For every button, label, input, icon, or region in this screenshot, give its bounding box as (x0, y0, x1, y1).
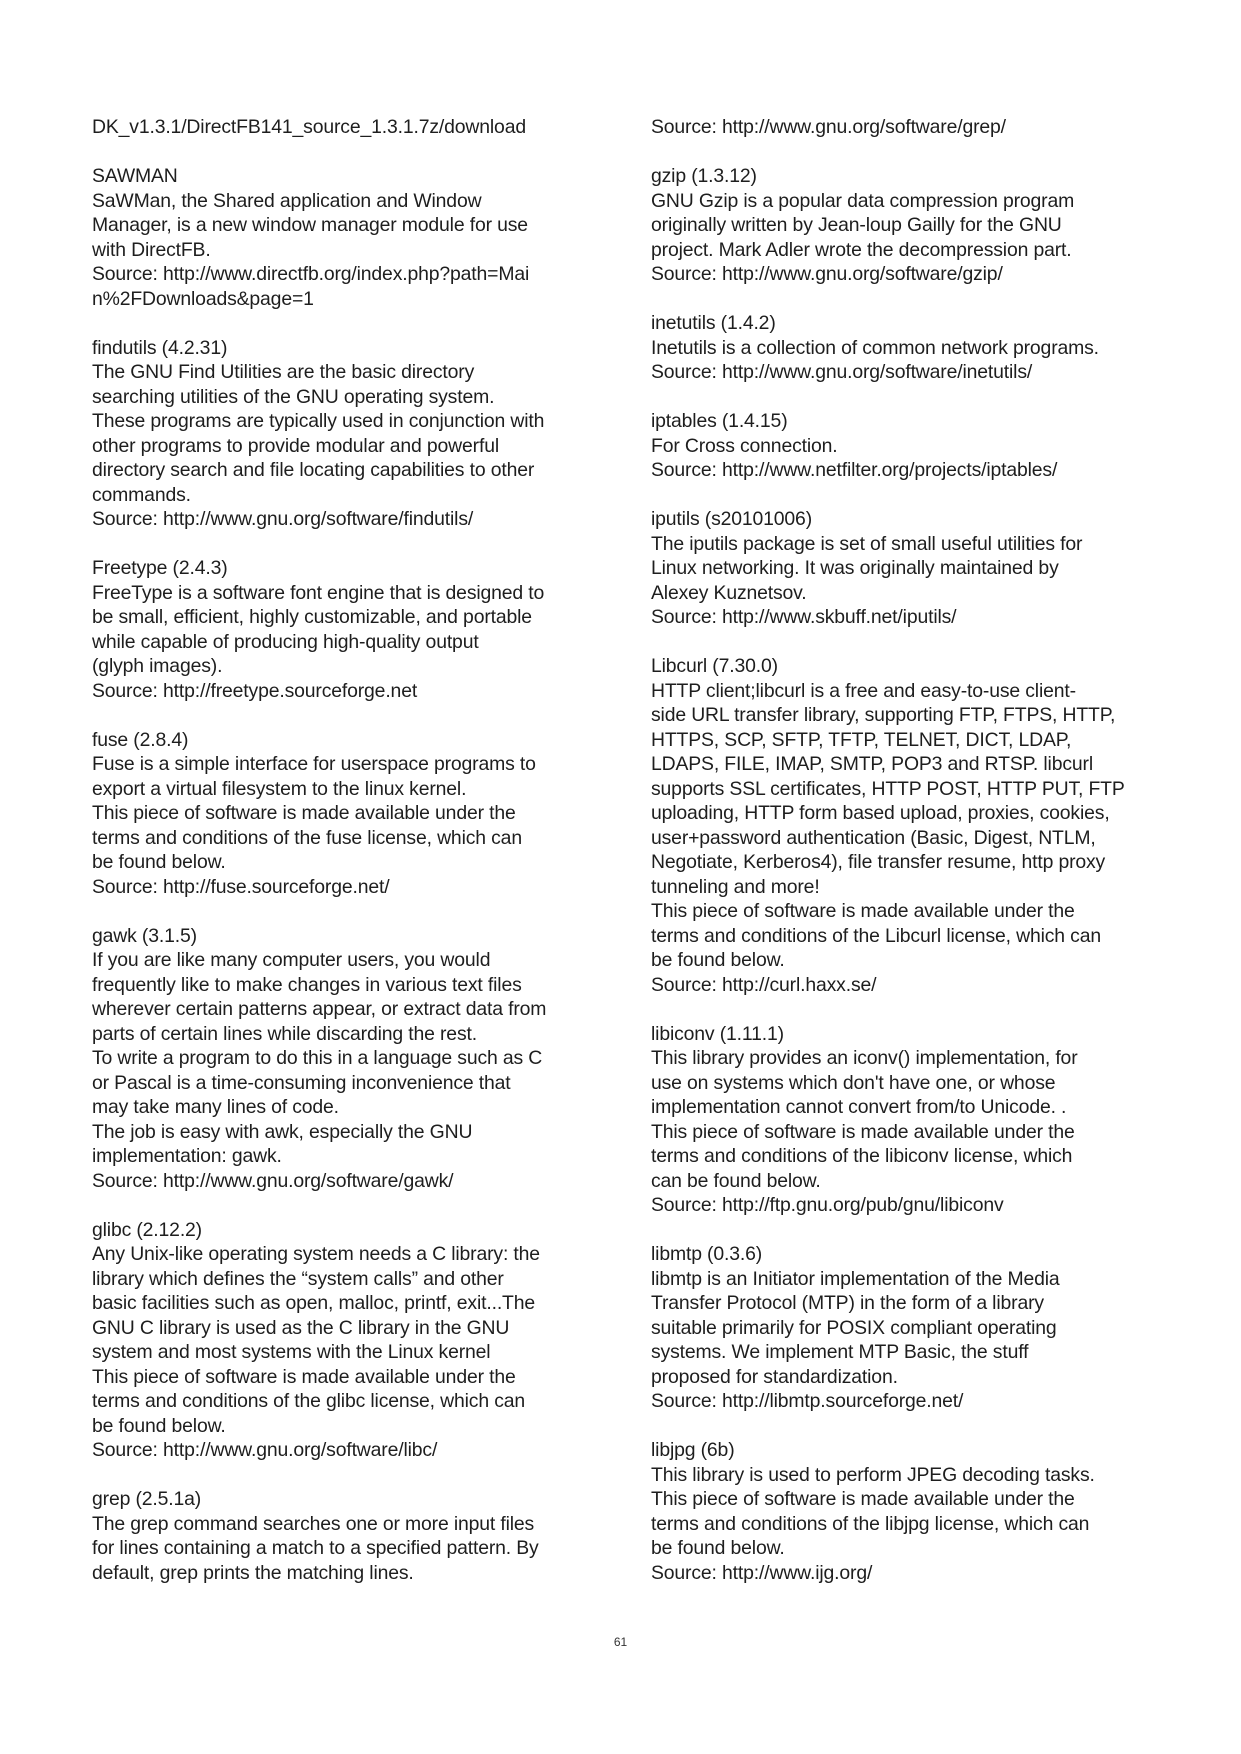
entry-text-line: project. Mark Adler wrote the decompression part. (651, 238, 1072, 261)
license-entry (92, 336, 592, 532)
entry-text-line: n%2FDownloads&page=1 (92, 287, 314, 310)
entry-text-line: suitable primarily for POSIX compliant operating (651, 1316, 1057, 1339)
entry-text-line: can be found below. (651, 1169, 821, 1192)
entry-text-line: Source: http://www.gnu.org/software/inetutils/ (651, 361, 1033, 383)
entry-text-line: may take many lines of code. (92, 1096, 339, 1118)
license-entry (651, 654, 1161, 997)
entry-text-line: Source: http://ftp.gnu.org/pub/gnu/libiconv (651, 1194, 1004, 1216)
entry-text-line: The grep command searches one or more input files (92, 1512, 535, 1535)
entry-heading: grep (2.5.1a) (92, 1488, 202, 1510)
page-number: 61 (613, 1635, 628, 1649)
entry-heading: glibc (2.12.2) (92, 1218, 202, 1241)
entry-text-line: This piece of software is made available under the (92, 1365, 516, 1388)
entry-text-line: Transfer Protocol (MTP) in the form of a library (651, 1292, 1044, 1314)
license-entry (92, 164, 592, 311)
entry-text-line: commands. (92, 483, 191, 506)
entry-text-line: These programs are typically used in conjunction with (92, 410, 545, 432)
entry-text-line: This piece of software is made available under the (651, 1488, 1075, 1510)
entry-text-line: searching utilities of the GNU operating system. (92, 385, 495, 408)
entry-text-line: HTTP client;libcurl is a free and easy-to-use client- (651, 679, 1076, 702)
entry-text-line: This library is used to perform JPEG decoding tasks. (651, 1463, 1095, 1486)
entry-heading: Freetype (2.4.3) (92, 557, 228, 579)
license-entry (92, 924, 592, 1194)
entry-heading: DK_v1.3.1/DirectFB141_source_1.3.1.7z/download (92, 116, 526, 138)
entry-heading: gawk (3.1.5) (92, 924, 197, 947)
entry-text-line: tunneling and more! (651, 875, 820, 898)
entry-heading: libmtp (0.3.6) (651, 1243, 763, 1265)
entry-text-line: Source: http://curl.haxx.se/ (651, 973, 877, 996)
entry-text-line: basic facilities such as open, malloc, printf, exit...The (92, 1292, 536, 1314)
license-entry (651, 1242, 1161, 1414)
entry-text-line: Source: http://www.netfilter.org/projects/iptables/ (651, 459, 1058, 481)
entry-text-line: To write a program to do this in a language such as C (92, 1047, 543, 1069)
entry-text-line: for lines containing a match to a specified pattern. By (92, 1537, 539, 1559)
entry-text-line: library which defines the “system calls” and other (92, 1267, 504, 1290)
entry-heading: libiconv (1.11.1) (651, 1022, 784, 1045)
license-entry (92, 1487, 592, 1585)
entry-text-line: system and most systems with the Linux kernel (92, 1341, 491, 1363)
entry-text-line: other programs to provide modular and powerful (92, 434, 499, 457)
entry-text-line: systems. We implement MTP Basic, the stuff (651, 1341, 1029, 1363)
entry-text-line: FreeType is a software font engine that is designed to (92, 581, 545, 604)
entry-heading: iptables (1.4.15) (651, 410, 788, 432)
entry-heading: libjpg (6b) (651, 1439, 735, 1461)
entry-text-line: The GNU Find Utilities are the basic directory (92, 361, 475, 383)
entry-text-line: Source: http://freetype.sourceforge.net (92, 679, 418, 702)
entry-text-line: frequently like to make changes in various text files (92, 973, 522, 996)
entry-text-line: GNU Gzip is a popular data compression program (651, 189, 1075, 212)
entry-text-line: terms and conditions of the fuse license, which can (92, 826, 522, 849)
license-entry (651, 311, 1161, 385)
entry-text-line: be found below. (92, 1414, 226, 1437)
entry-text-line: proposed for standardization. (651, 1365, 898, 1388)
entry-text-line: originally written by Jean-loup Gailly for the GNU (651, 214, 1062, 236)
entry-heading: fuse (2.8.4) (92, 728, 189, 751)
entry-text-line: be found below. (92, 851, 226, 873)
entry-text-line: use on systems which don't have one, or whose (651, 1071, 1056, 1094)
entry-text-line: implementation: gawk. (92, 1145, 282, 1167)
entry-text-line: The job is easy with awk, especially the GNU (92, 1120, 473, 1143)
entry-text-line: Fuse is a simple interface for userspace programs to (92, 753, 536, 775)
license-entry (651, 115, 1161, 140)
entry-text-line: GNU C library is used as the C library in the GNU (92, 1316, 510, 1339)
entry-text-line: Source: http://www.gnu.org/software/libc/ (92, 1439, 438, 1461)
entry-text-line: side URL transfer library, supporting FTP, FTPS, HTTP, (651, 704, 1116, 726)
entry-text-line: Source: http://www.ijg.org/ (651, 1561, 873, 1584)
entry-text-line: (glyph images). (92, 655, 223, 677)
entry-text-line: directory search and file locating capabilities to other (92, 459, 535, 481)
entry-text-line: be found below. (651, 949, 785, 971)
entry-text-line: or Pascal is a time-consuming inconvenience that (92, 1071, 511, 1094)
license-entry (651, 164, 1161, 287)
entry-text-line: HTTPS, SCP, SFTP, TFTP, TELNET, DICT, LDAP, (651, 728, 1072, 751)
entry-text-line: This piece of software is made available under the (651, 900, 1075, 922)
entry-text-line: user+password authentication (Basic, Digest, NTLM, (651, 826, 1096, 849)
entry-heading: Libcurl (7.30.0) (651, 655, 778, 677)
entry-text-line: Source: http://www.gnu.org/software/gawk/ (92, 1169, 454, 1192)
license-entry (92, 1218, 592, 1463)
entry-heading: Source: http://www.gnu.org/software/grep/ (651, 116, 1006, 138)
license-entry (92, 115, 592, 140)
entry-text-line: be found below. (651, 1537, 785, 1559)
entry-text-line: libmtp is an Initiator implementation of the Media (651, 1267, 1060, 1290)
entry-text-line: LDAPS, FILE, IMAP, SMTP, POP3 and RTSP. libcurl (651, 753, 1093, 775)
entry-text-line: Inetutils is a collection of common network programs. (651, 336, 1099, 359)
entry-text-line: Manager, is a new window manager module for use (92, 214, 528, 236)
entry-text-line: wherever certain patterns appear, or extract data from (92, 998, 547, 1020)
entry-text-line: while capable of producing high-quality output (92, 630, 479, 653)
license-entry (651, 1022, 1161, 1218)
entry-text-line: Source: http://www.directfb.org/index.php?path=Mai (92, 263, 530, 285)
entry-text-line: Any Unix-like operating system needs a C library: the (92, 1243, 540, 1265)
license-entry (92, 728, 592, 900)
entry-text-line: Linux networking. It was originally maintained by (651, 557, 1059, 579)
license-entry (651, 507, 1161, 630)
entry-text-line: implementation cannot convert from/to Unicode. . (651, 1096, 1067, 1118)
entry-text-line: default, grep prints the matching lines. (92, 1561, 414, 1584)
entry-text-line: This piece of software is made available under the (651, 1120, 1075, 1143)
entry-text-line: parts of certain lines while discarding the rest. (92, 1022, 477, 1045)
entry-text-line: Negotiate, Kerberos4), file transfer resume, http proxy (651, 851, 1106, 873)
entry-text-line: For Cross connection. (651, 434, 838, 457)
entry-text-line: terms and conditions of the Libcurl license, which can (651, 924, 1101, 947)
entry-text-line: Source: http://www.gnu.org/software/gzip/ (651, 263, 1003, 285)
entry-heading: inetutils (1.4.2) (651, 312, 776, 334)
entry-text-line: If you are like many computer users, you would (92, 949, 491, 971)
entry-text-line: terms and conditions of the glibc license, which can (92, 1390, 526, 1412)
entry-heading: iputils (s20101006) (651, 508, 812, 530)
entry-text-line: supports SSL certificates, HTTP POST, HTTP PUT, FTP (651, 777, 1125, 800)
right-column (651, 115, 1161, 1610)
entry-text-line: This piece of software is made available under the (92, 802, 516, 824)
entry-text-line: Alexey Kuznetsov. (651, 581, 807, 604)
entry-text-line: uploading, HTTP form based upload, proxies, cookies, (651, 802, 1110, 824)
entry-text-line: export a virtual filesystem to the linux kernel. (92, 777, 467, 800)
entry-heading: findutils (4.2.31) (92, 336, 228, 359)
entry-text-line: SaWMan, the Shared application and Window (92, 189, 482, 212)
license-entry (651, 409, 1161, 483)
entry-text-line: Source: http://www.gnu.org/software/findutils/ (92, 508, 474, 530)
entry-text-line: with DirectFB. (92, 238, 211, 261)
license-entry (651, 1438, 1161, 1585)
entry-heading: gzip (1.3.12) (651, 165, 757, 187)
entry-heading: SAWMAN (92, 165, 178, 187)
entry-text-line: terms and conditions of the libjpg license, which can (651, 1512, 1090, 1535)
entry-text-line: be small, efficient, highly customizable, and portable (92, 606, 532, 628)
entry-text-line: Source: http://www.skbuff.net/iputils/ (651, 606, 957, 628)
left-column (92, 115, 592, 1610)
license-entry (92, 556, 592, 703)
entry-text-line: This library provides an iconv() implementation, for (651, 1047, 1078, 1069)
entry-text-line: The iputils package is set of small useful utilities for (651, 532, 1083, 555)
entry-text-line: terms and conditions of the libiconv license, which (651, 1145, 1073, 1167)
entry-text-line: Source: http://fuse.sourceforge.net/ (92, 875, 390, 898)
entry-text-line: Source: http://libmtp.sourceforge.net/ (651, 1390, 964, 1412)
